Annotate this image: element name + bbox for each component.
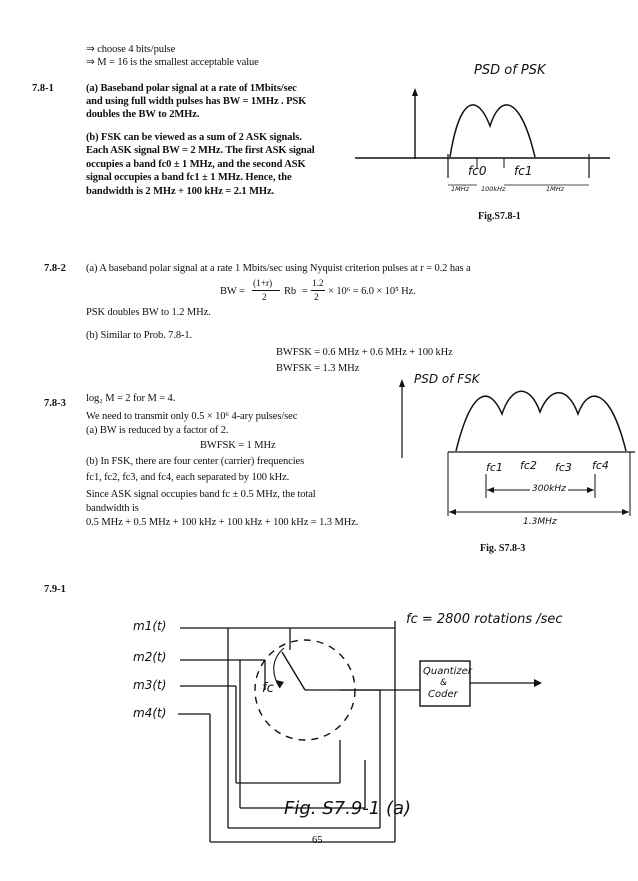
s783-line-1: log₂ M = 2 for M = 4.	[86, 393, 176, 404]
s783-line-8: bandwidth is	[86, 503, 139, 514]
input-m2-label: m2(t)	[133, 650, 167, 664]
s782-eq1-frac-den: 2	[262, 293, 267, 303]
s781-a-line-3: doubles the BW to 2MHz.	[86, 109, 200, 120]
s781-b-line-3: occupies a band fc0 ± 1 MHz, and the second ASK	[86, 159, 306, 170]
s781-b-line-1: (b) FSK can be viewed as a sum of 2 ASK signals.	[86, 132, 302, 143]
psd-psk-1mhz-left: 1MHz	[451, 185, 470, 193]
quantizer-label-1: Quantizer	[423, 666, 472, 677]
s783-line-4: BWFSK = 1 MHz	[200, 440, 276, 451]
s783-line-6: fc1, fc2, fc3, and fc4, each separated by 100 kHz.	[86, 472, 290, 483]
quantizer-label-3: Coder	[428, 689, 458, 700]
s782-eq1-lhs: BW =	[220, 286, 245, 297]
problem-number-7-9-1: 7.9-1	[44, 584, 66, 595]
s782-b-line-1: (b) Similar to Prob. 7.8-1.	[86, 330, 193, 341]
problem-number-7-8-2: 7.8-2	[44, 263, 66, 274]
commutator-rate-label: fc = 2800 rotations /sec	[406, 612, 563, 627]
s782-a-line-2: PSK doubles BW to 1.2 MHz.	[86, 307, 211, 318]
input-m1-label: m1(t)	[133, 619, 167, 633]
psd-psk-title: PSD of PSK	[474, 63, 546, 78]
psd-fsk-fc4-label: fc4	[592, 459, 609, 472]
s783-line-9: 0.5 MHz + 0.5 MHz + 100 kHz + 100 kHz + 100 kHz = 1.3 MHz.	[86, 517, 359, 528]
s781-b-line-5: bandwidth is 2 MHz + 100 kHz = 2.1 MHz.	[86, 186, 275, 197]
input-m4-label: m4(t)	[133, 706, 167, 720]
s781-a-line-1: (a) Baseband polar signal at a rate of 1Mbits/sec	[86, 83, 297, 94]
s782-eq1-rb: Rb	[284, 286, 297, 297]
s781-b-line-4: signal occupies a band fc1 ± 1 MHz. Hence, the	[86, 172, 292, 183]
s782-eq1-rhs: × 10⁶ = 6.0 × 10⁵ Hz.	[328, 286, 416, 297]
psd-fsk-1-3mhz: 1.3MHz	[523, 517, 557, 527]
figure-caption-s7-8-3: Fig. S7.8-3	[480, 543, 526, 554]
s783-line-2: We need to transmit only 0.5 × 10⁶ 4-ary pulses/sec	[86, 411, 298, 422]
psd-psk-fc1-label: fc1	[514, 164, 533, 178]
psd-fsk-fc1-label: fc1	[486, 461, 503, 474]
input-m3-label: m3(t)	[133, 678, 167, 692]
psd-fsk-fc3-label: fc3	[555, 461, 572, 474]
problem-number-7-8-3: 7.8-3	[44, 398, 66, 409]
figure-caption-s7-9-1: Fig. S7.9-1 (a)	[284, 798, 412, 819]
psd-psk-fc0-label: fc0	[468, 164, 487, 178]
s781-a-line-2: and using full width pulses has BW = 1MHz . PSK	[86, 96, 307, 107]
figure-caption-s7-8-1: Fig.S7.8-1	[478, 211, 521, 222]
psd-fsk-title: PSD of FSK	[414, 372, 480, 386]
problem-number-7-8-1: 7.8-1	[32, 83, 54, 94]
s783-line-3: (a) BW is reduced by a factor of 2.	[86, 425, 229, 436]
s782-eq1-frac-num: (1+r)	[253, 279, 273, 289]
page-number: 65	[312, 835, 323, 846]
psd-psk-1mhz-right: 1MHz	[546, 185, 565, 193]
commutator-fc-label: fc	[262, 681, 274, 696]
s782-eq1-frac2-num: 1.2	[312, 279, 324, 289]
top-line-2: ⇒ M = 16 is the smallest acceptable value	[86, 57, 259, 68]
psd-psk-100khz: 100kHz	[481, 185, 506, 193]
s781-b-line-2: Each ASK signal BW = 2 MHz. The first ASK signal	[86, 145, 315, 156]
s782-eq2: BWFSK = 0.6 MHz + 0.6 MHz + 100 kHz	[276, 347, 453, 358]
s783-line-7: Since ASK signal occupies band fc ± 0.5 MHz, the total	[86, 489, 316, 500]
top-line-1: ⇒ choose 4 bits/pulse	[86, 44, 176, 55]
s782-eq1-frac2-den: 2	[314, 293, 319, 303]
s782-eq1-eq: =	[302, 286, 308, 297]
quantizer-label-2: &	[440, 678, 448, 688]
s782-eq3: BWFSK = 1.3 MHz	[276, 363, 360, 374]
s782-a-line-1: (a) A baseband polar signal at a rate 1 Mbits/sec using Nyquist criterion pulses at r = 0.2 has a	[86, 263, 471, 274]
s783-line-5: (b) In FSK, there are four center (carrier) frequencies	[86, 456, 305, 467]
psd-fsk-fc2-label: fc2	[520, 459, 537, 472]
psd-fsk-300khz: 300kHz	[532, 484, 566, 494]
